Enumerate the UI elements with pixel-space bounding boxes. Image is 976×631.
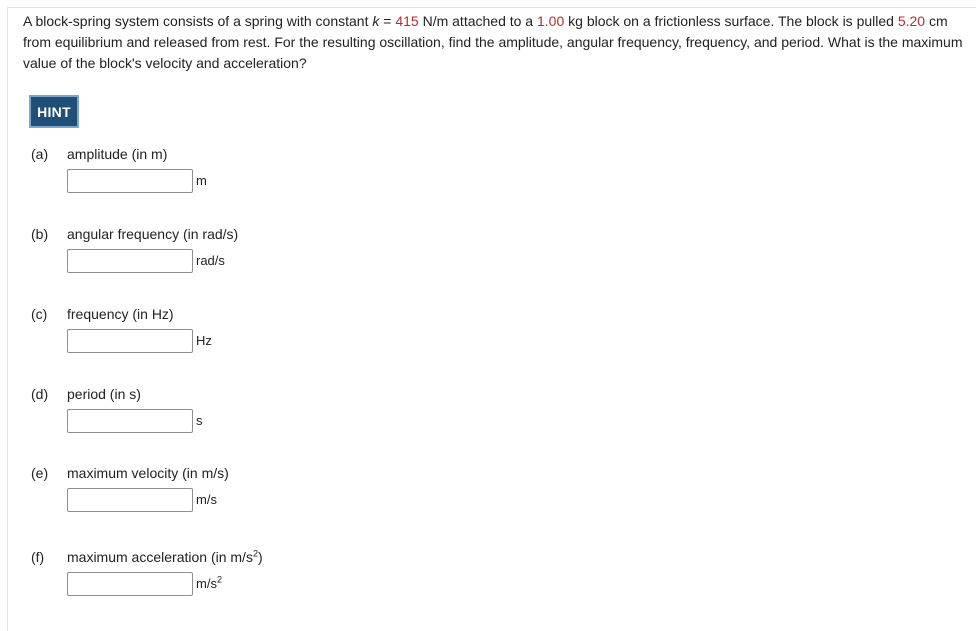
max-velocity-input[interactable]	[67, 488, 193, 512]
problem-text: cm from equilibrium and released from rest. For the resulting oscillation, find the amplitude, angular frequency, frequency, and period. What is the maximum value of the block's velocity and acceleration?	[23, 13, 963, 71]
label-exponent: 2	[252, 548, 258, 559]
problem-text: kg block on a frictionless surface. The block is pulled	[564, 13, 898, 29]
part-f	[0, 548, 600, 618]
displacement-value: 5.20	[897, 13, 926, 29]
part-letter: (c)	[31, 306, 48, 322]
label-text: )	[257, 549, 263, 565]
part-e	[0, 464, 600, 534]
max-acceleration-input[interactable]	[67, 572, 193, 596]
part-b	[0, 225, 600, 295]
unit-label: m/s	[196, 492, 217, 507]
amplitude-input[interactable]	[67, 169, 193, 193]
part-label	[67, 548, 263, 566]
unit-label: rad/s	[196, 253, 225, 268]
problem-text: =	[379, 13, 396, 29]
unit-text: m/s	[196, 576, 217, 591]
part-letter: (a)	[31, 146, 49, 162]
problem-text: A block-spring system consists of a spring with constant	[23, 13, 373, 29]
unit-label	[196, 576, 222, 592]
unit-exponent: 2	[216, 574, 222, 585]
frequency-input[interactable]	[67, 329, 193, 353]
part-label: amplitude (in m)	[67, 146, 168, 162]
unit-label: m	[196, 173, 207, 188]
part-letter: (b)	[31, 226, 49, 242]
unit-label: Hz	[196, 333, 212, 348]
unit-label: s	[196, 413, 203, 428]
hint-button[interactable]: HINT	[29, 95, 79, 128]
angular-frequency-input[interactable]	[67, 249, 193, 273]
spring-constant-symbol: k	[372, 13, 380, 29]
problem-statement	[23, 11, 968, 74]
part-c	[0, 305, 600, 375]
part-label: period (in s)	[67, 386, 141, 402]
part-a	[0, 145, 600, 215]
part-d	[0, 385, 600, 455]
part-letter: (d)	[31, 386, 49, 402]
part-letter: (e)	[31, 465, 49, 481]
part-label: angular frequency (in rad/s)	[67, 226, 239, 242]
mass-value: 1.00	[537, 13, 565, 29]
label-text: maximum acceleration (in m/s	[67, 549, 253, 565]
part-label: frequency (in Hz)	[67, 306, 174, 322]
spring-constant-value: 415	[395, 13, 419, 29]
problem-text: N/m attached to a	[418, 13, 537, 29]
period-input[interactable]	[67, 409, 193, 433]
part-letter: (f)	[31, 549, 45, 565]
part-label: maximum velocity (in m/s)	[67, 465, 229, 481]
